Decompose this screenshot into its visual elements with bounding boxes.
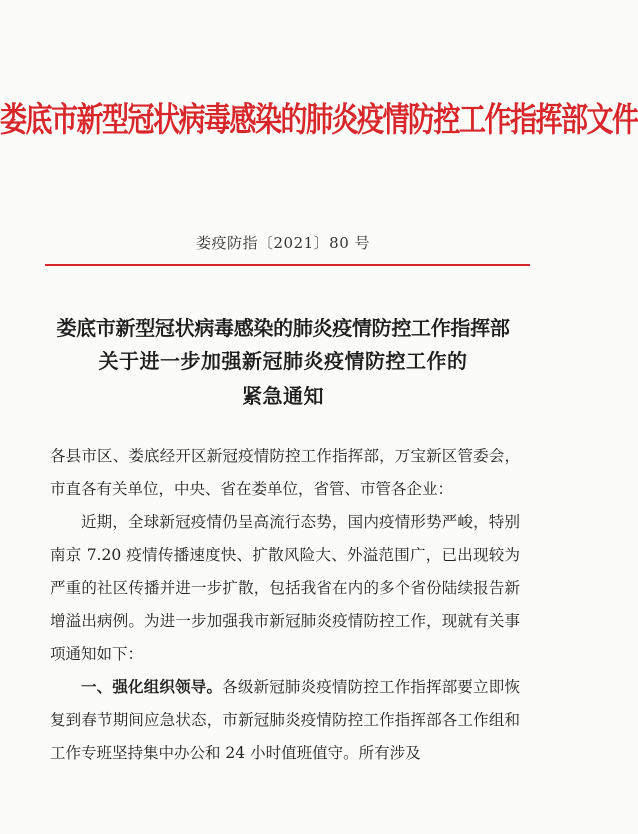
section-1-heading: 一、强化组织领导。 — [81, 678, 223, 696]
section-1-text: 各级新冠肺炎疫情防控工作指挥部要立即恢复到春节期间应急状态，市新冠肺炎疫情防控工作指挥部各工作组和工作专班坚持集中办公和 24 小时值班值守。所有涉及 — [50, 678, 520, 762]
addressees-paragraph: 各县市区、娄底经开区新冠疫情防控工作指挥部，万宝新区管委会，市直各有关单位，中央、省在娄单位，省管、市管各企业： — [50, 447, 520, 498]
document-number: 娄疫防指〔2021〕80 号 — [195, 234, 371, 252]
section-1-paragraph — [50, 671, 520, 770]
document-header-title: 娄底市新型冠状病毒感染的肺炎疫情防控工作指挥部文件 — [0, 100, 638, 140]
notice-title-line-2: 关于进一步加强新冠肺炎疫情防控工作的 — [98, 349, 468, 373]
notice-title-line-3: 紧急通知 — [242, 384, 324, 408]
intro-paragraph: 近期，全球新冠疫情仍呈高流行态势，国内疫情形势严峻，特别南京 7.20 疫情传播速度快、扩散风险大、外溢范围广，已出现较为严重的社区传播并进一步扩散，包括我省在内的多个省份陆续报告新增溢出病例。为进一步加强我市新冠肺炎疫情防控工作，现就有关事项通知如下： — [50, 513, 520, 663]
notice-title-line-1: 娄底市新型冠状病毒感染的肺炎疫情防控工作指挥部 — [56, 316, 510, 340]
red-divider-line — [45, 264, 530, 266]
notice-body — [50, 440, 520, 770]
